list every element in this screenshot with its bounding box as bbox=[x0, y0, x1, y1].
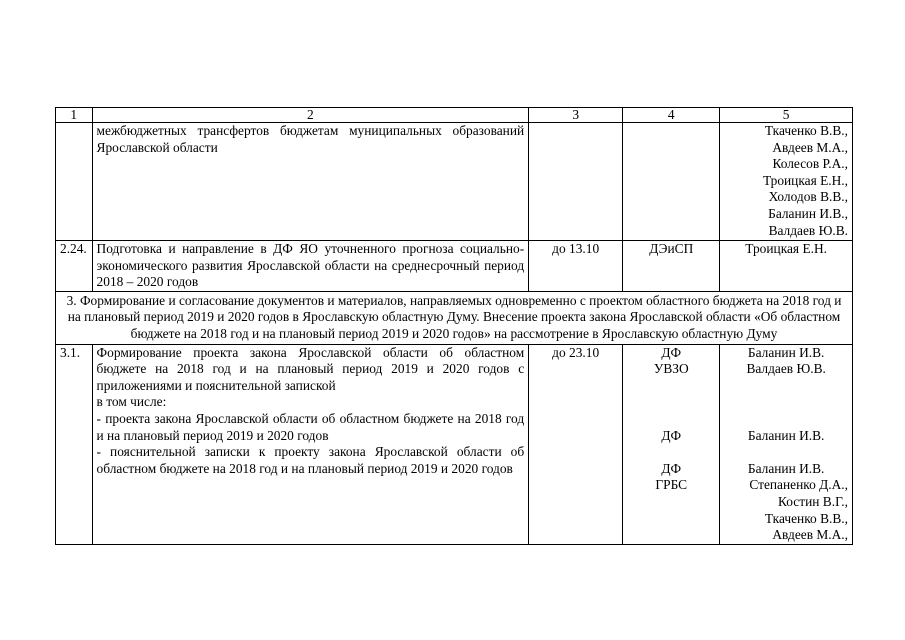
responsible-name: Баланин И.В. bbox=[747, 460, 825, 476]
responsible-name: Троицкая Е.Н., bbox=[762, 172, 848, 188]
table-row bbox=[56, 123, 853, 241]
responsible-name: Баланин И.В., bbox=[768, 205, 848, 221]
row-text: межбюджетных трансфертов бюджетам муниципальных образований Ярославской области bbox=[92, 123, 529, 241]
responsible-name: Валдаев Ю.В. bbox=[746, 361, 826, 377]
responsible-name: Троицкая Е.Н. bbox=[745, 241, 827, 256]
dept-name: ДФ bbox=[661, 427, 682, 443]
header-col-1: 1 bbox=[56, 108, 93, 123]
table-row bbox=[56, 344, 853, 544]
row-text-item: - проекта закона Ярославской области об областном бюджете на 2018 год и на плановый период 2019 и 2020 годов bbox=[96, 410, 525, 443]
row-deadline: до 13.10 bbox=[529, 241, 623, 292]
row-dept bbox=[623, 344, 720, 544]
dept-name: ДФ bbox=[661, 344, 682, 360]
row-text bbox=[92, 344, 529, 544]
row-dept bbox=[623, 123, 720, 241]
section-heading-row bbox=[56, 291, 853, 344]
header-col-2: 2 bbox=[92, 108, 529, 123]
table-row bbox=[56, 241, 853, 292]
responsible-name: Ткаченко В.В., bbox=[764, 123, 848, 138]
header-col-4: 4 bbox=[623, 108, 720, 123]
responsible-name: Баланин И.В. bbox=[747, 344, 825, 360]
row-text-main: Формирование проекта закона Ярославской области об областном бюджете на 2018 год и на плановый период 2019 и 2020 годов с приложениями и пояснительной запиской bbox=[96, 344, 525, 393]
row-responsible bbox=[720, 241, 853, 292]
responsible-name: Авдеев М.А., bbox=[772, 139, 848, 155]
header-col-3: 3 bbox=[529, 108, 623, 123]
responsible-name: Степаненко Д.А., bbox=[749, 477, 848, 493]
responsible-name: Авдеев М.А., bbox=[772, 527, 848, 543]
responsible-name: Костин В.Г., bbox=[778, 493, 848, 509]
row-number bbox=[56, 123, 93, 241]
row-text-including: в том числе: bbox=[96, 394, 167, 410]
row-number: 2.24. bbox=[56, 241, 93, 292]
header-col-5: 5 bbox=[720, 108, 853, 123]
dept-name: УВЗО bbox=[653, 361, 689, 377]
responsible-name: Холодов В.В., bbox=[768, 189, 848, 205]
dept-name: ГРБС bbox=[655, 477, 688, 493]
row-deadline: до 23.10 bbox=[529, 344, 623, 544]
document-page bbox=[55, 107, 853, 545]
plan-table bbox=[55, 107, 853, 545]
responsible-name: Баланин И.В. bbox=[747, 427, 825, 443]
row-text: Подготовка и направление в ДФ ЯО уточненного прогноза социально-экономического развития Ярославской области на среднесрочный период 2018 – 2020 годов bbox=[92, 241, 529, 292]
header-row bbox=[56, 108, 853, 123]
responsible-name: Ткаченко В.В., bbox=[764, 510, 848, 526]
section-heading: 3. Формирование и согласование документов и материалов, направляемых одновременно с проектом областного бюджета на 2018 год и на плановый период 2019 и 2020 годов в Ярославскую областную Думу. Внесение проекта закона Ярославской области «Об областном бюджете на 2018 год и на плановый период 2019 и 2020 годов» на рассмотрение в Ярославскую областную Думу bbox=[56, 291, 853, 344]
row-number: 3.1. bbox=[56, 344, 93, 544]
row-responsible bbox=[720, 123, 853, 241]
row-deadline bbox=[529, 123, 623, 241]
row-text-item: - пояснительной записки к проекту закона Ярославской области об областном бюджете на 2018 год и на плановый период 2019 и 2020 годов bbox=[96, 444, 525, 476]
row-dept: ДЭиСП bbox=[623, 241, 720, 292]
responsible-name: Валдаев Ю.В. bbox=[768, 222, 848, 238]
dept-name: ДФ bbox=[661, 460, 682, 476]
responsible-name: Колесов Р.А., bbox=[772, 156, 848, 172]
row-responsible bbox=[720, 344, 853, 544]
